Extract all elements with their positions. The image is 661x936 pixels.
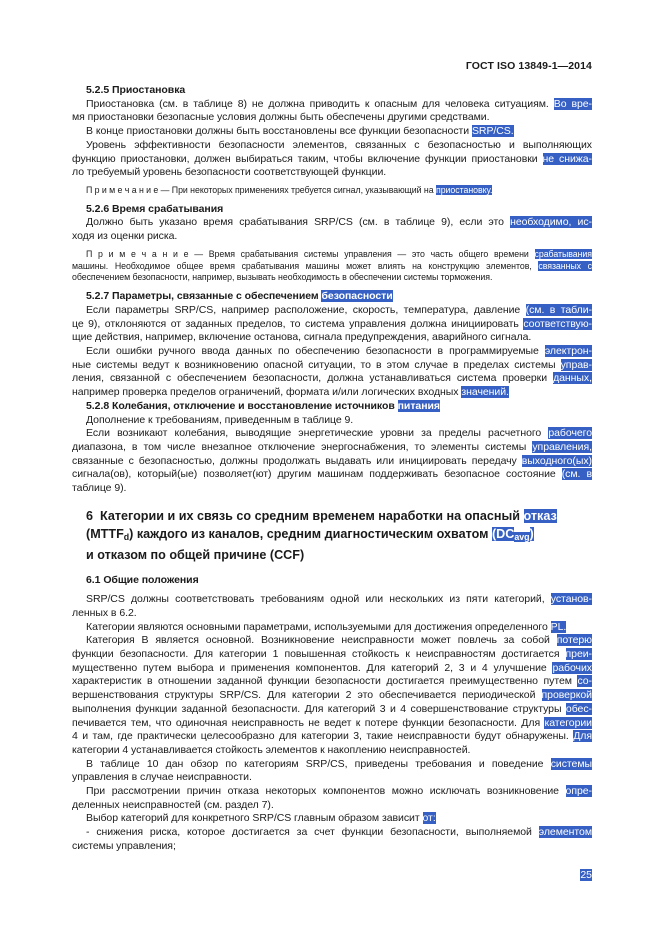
- text-line: [86, 546, 592, 564]
- text-run: сигнала(ов), который(ые) позволяет(ют) другим машинам поддерживать безопасное состояние: [72, 468, 562, 481]
- paragraph: [72, 345, 592, 400]
- paragraph: [72, 125, 592, 139]
- text-line: [72, 216, 592, 230]
- text-run: 5.2.8 Колебания, отключение и восстановление источников: [86, 399, 398, 412]
- text-run: например проверка пределов ограничений, формата и/или логических входных: [72, 386, 462, 399]
- highlighted-text: ): [529, 526, 534, 541]
- text-line: [72, 185, 592, 197]
- text-line: [72, 717, 592, 731]
- text-run: характеристик в отношении заданной функции безопасности достигается преимущественно путем: [72, 675, 578, 688]
- text-run: выполнения функции заданной безопасности. Для категорий 3 и 4 совершенствование структуры: [72, 702, 566, 715]
- text-line: [72, 98, 592, 112]
- highlighted-text: PL.: [550, 620, 567, 633]
- text-line: [72, 689, 592, 703]
- highlighted-text: от:: [422, 812, 436, 825]
- text-run: машины. Необходимое общее время срабатывания машины может влиять на конструкцию элементов,: [72, 260, 539, 271]
- highlighted-text: приостановку.: [435, 184, 493, 195]
- text-run: мя приостановки безопасные условия должны быть обеспечены другими средствами.: [72, 111, 490, 124]
- text-line: [72, 675, 592, 689]
- paragraph: [72, 139, 592, 180]
- highlighted-text: системы: [550, 757, 592, 770]
- highlighted-text: безопасности: [321, 290, 393, 303]
- text-run: связанные с безопасностью, должны продолжать выдавать или инициировать передачу: [72, 454, 522, 467]
- text-line: [72, 272, 592, 284]
- text-run: ) каждого из каналов, средним диагностическим охватом: [129, 526, 492, 541]
- paragraph: [72, 785, 592, 812]
- text-line: [72, 372, 592, 386]
- highlighted-text: со-: [577, 675, 592, 688]
- paragraph: [72, 758, 592, 785]
- text-line: [72, 648, 592, 662]
- text-line: [72, 799, 592, 813]
- text-run: П р и м е ч а н и е — Время срабатывания системы управления — это часть общего времени: [86, 248, 535, 259]
- text-run: Если ошибки ручного ввода данных по обеспечению безопасности в программируемые: [86, 345, 545, 358]
- text-line: [72, 386, 592, 400]
- text-run: 6 Категории и их связь со средним временем наработки на опасный: [86, 508, 524, 523]
- highlighted-text: Во вре-: [553, 97, 593, 110]
- text-run: ления, связанной с обеспечением безопасности, должна устанавливаться система проверки: [72, 372, 554, 385]
- text-line: [72, 730, 592, 744]
- paragraph: [72, 414, 592, 428]
- highlighted-text: рабочих: [552, 661, 592, 674]
- text-line: [72, 331, 592, 345]
- text-run: системы управления;: [72, 839, 176, 852]
- document-content: [72, 84, 592, 854]
- text-line: [86, 525, 592, 546]
- highlighted-text: (см. в: [561, 468, 592, 481]
- text-run: обеспечением безопасности, например, вызывать необходимость в обеспечении системы торможения.: [72, 272, 493, 283]
- heading-5-2-7: [72, 290, 592, 304]
- text-line: [72, 345, 592, 359]
- paragraph: [72, 826, 592, 853]
- paragraph: [72, 98, 592, 125]
- text-run: ходя из оценки риска.: [72, 230, 178, 243]
- highlighted-text: электрон-: [544, 345, 592, 358]
- text-run: Категория В является основной. Возникновение неисправности может повлечь за собой: [86, 634, 557, 647]
- text-run: вершенствования структуры SRP/CS. Для категории 2 это обеспечивается периодической: [72, 689, 542, 702]
- text-line: [72, 621, 592, 635]
- highlighted-text: не снижа-: [542, 152, 592, 165]
- heading-6: [72, 507, 592, 564]
- text-run: функцию приостановки, должен выбираться таким, чтобы включение функции приостановки: [72, 152, 543, 165]
- text-run: 6.1 Общие положения: [86, 573, 199, 586]
- highlighted-text: категории: [544, 716, 592, 729]
- text-run: диапазона, в том числе внезапное отключение энергоснабжения, то элементы системы: [72, 440, 533, 453]
- page-footer: [580, 869, 592, 881]
- highlighted-text: (см. в табли-: [525, 303, 592, 316]
- text-run: Приостановка (см. в таблице 8) не должна приводить к опасным для человека ситуациям.: [86, 97, 554, 110]
- note: [72, 185, 592, 197]
- highlighted-text: отказ: [523, 508, 557, 523]
- text-run: П р и м е ч а н и е — При некоторых применениях требуется сигнал, указывающий на: [86, 184, 436, 195]
- text-run: печивается тем, что одиночная неисправность не ведет к потере функции безопасности. Для: [72, 716, 545, 729]
- note: [72, 249, 592, 284]
- text-run: Должно быть указано время срабатывания SRP/CS (см. в таблице 9), если это: [86, 216, 511, 229]
- text-run: 5.2.6 Время срабатывания: [86, 202, 224, 215]
- paragraph: [72, 621, 592, 635]
- text-run: Уровень эффективности безопасности элементов, связанных с безопасностью и выполняющих: [86, 138, 592, 151]
- highlighted-text: опре-: [565, 785, 592, 798]
- paragraph: [72, 634, 592, 757]
- text-line: [72, 153, 592, 167]
- text-run: и отказом по общей причине (CCF): [86, 547, 305, 562]
- text-line: [72, 230, 592, 244]
- text-run: ло требуемый уровень безопасности соответствующей функции.: [72, 166, 387, 179]
- text-run: таблице 9).: [72, 482, 127, 495]
- text-line: [72, 427, 592, 441]
- text-line: [72, 758, 592, 772]
- text-line: [86, 574, 592, 588]
- text-run: це 9), отклоняются от заданных пределов, то система управления должна инициировать: [72, 317, 524, 330]
- text-line: [72, 111, 592, 125]
- text-run: ленных в 6.2.: [72, 606, 137, 619]
- text-line: [72, 826, 592, 840]
- text-line: [72, 771, 592, 785]
- text-line: [72, 304, 592, 318]
- highlighted-text: потерю: [556, 634, 592, 647]
- text-run: Дополнение к требованиям, приведенным в таблице 9.: [86, 413, 354, 426]
- highlighted-text: проверкой: [541, 689, 592, 702]
- heading-5-2-6: [72, 203, 592, 217]
- highlighted-text: SRP/CS.: [471, 125, 514, 138]
- text-line: [72, 455, 592, 469]
- text-line: [72, 812, 592, 826]
- heading-5-2-5: [72, 84, 592, 98]
- text-line: [72, 166, 592, 180]
- highlighted-text: питания: [397, 399, 440, 412]
- text-line: [72, 125, 592, 139]
- text-run: ные системы ведут к возникновению опасной ситуации, то в этом случае в пределах системы: [72, 358, 561, 371]
- text-line: [72, 744, 592, 758]
- text-run: категории 4 устанавливается стойкость элементов к накоплению неисправностей.: [72, 743, 471, 756]
- text-run: управления в случае неисправности.: [72, 771, 252, 784]
- text-line: [72, 318, 592, 332]
- highlighted-text: соответствую-: [523, 317, 592, 330]
- text-line: [72, 414, 592, 428]
- paragraph: [72, 427, 592, 496]
- text-run: Выбор категорий для конкретного SRP/CS главным образом зависит: [86, 812, 423, 825]
- highlighted-text: обес-: [565, 702, 592, 715]
- text-run: При рассмотрении причин отказа некоторых компонентов можно исключать возникновение: [86, 785, 566, 798]
- text-line: [72, 139, 592, 153]
- text-run: В таблице 10 дан обзор по категориям SRP/CS, приведены требования и поведение: [86, 757, 551, 770]
- text-line: [72, 662, 592, 676]
- highlighted-text: установ-: [550, 593, 592, 606]
- highlighted-text: значений.: [461, 386, 509, 399]
- highlighted-text: управления,: [532, 440, 592, 453]
- text-line: [72, 441, 592, 455]
- text-line: [86, 400, 592, 414]
- text-run: щие действия, например, включение останова, сигнала предупреждения, аварийного сигнала.: [72, 331, 532, 344]
- text-run: мущественно путем выбора и применения компонентов. Для категорий 2, 3 и 4 улучшение: [72, 661, 553, 674]
- highlighted-text: управ-: [560, 358, 592, 371]
- text-run: В конце приостановки должны быть восстановлены все функции безопасности: [86, 125, 472, 138]
- text-line: [72, 261, 592, 273]
- text-line: [72, 482, 592, 496]
- text-run: SRP/CS должны соответствовать требованиям одной или нескольких из пяти категорий,: [86, 593, 551, 606]
- text-run: Если параметры SRP/CS, например расположение, скорость, температура, давление: [86, 303, 526, 316]
- text-line: [72, 703, 592, 717]
- highlighted-text: данных,: [553, 372, 592, 385]
- highlighted-text: срабатывания: [534, 248, 592, 259]
- text-run: 5.2.7 Параметры, связанные с обеспечением: [86, 290, 322, 303]
- text-run: Категории являются основными параметрами, используемыми для достижения определенного: [86, 620, 551, 633]
- highlighted-text: преи-: [565, 648, 592, 661]
- text-line: [72, 468, 592, 482]
- heading-6-1: [72, 574, 592, 588]
- highlighted-text: элементом: [538, 826, 592, 839]
- highlighted-text: avg: [514, 531, 530, 542]
- text-run: функции безопасности. Для категории 1 повышенная стойкость к неисправностям достигается: [72, 648, 566, 661]
- text-line: [72, 359, 592, 373]
- text-line: [72, 840, 592, 854]
- paragraph: [72, 812, 592, 826]
- text-line: [86, 507, 592, 525]
- text-line: [86, 203, 592, 217]
- text-run: деленных неисправностей (см. раздел 7).: [72, 798, 274, 811]
- page-number: 25: [580, 869, 592, 881]
- heading-5-2-8: [72, 400, 592, 414]
- text-line: [72, 593, 592, 607]
- text-run: d: [123, 531, 130, 542]
- text-run: 4 и там, где практически целесообразно для категории 3, такие неисправности будут обнаружены.: [72, 730, 574, 743]
- text-line: [72, 249, 592, 261]
- document-header: ГОСТ ISO 13849-1—2014: [465, 60, 592, 72]
- text-run: (MTTF: [86, 526, 124, 541]
- paragraph: [72, 304, 592, 345]
- paragraph: [72, 593, 592, 620]
- text-line: [72, 607, 592, 621]
- highlighted-text: рабочего: [548, 427, 592, 440]
- text-run: Если возникают колебания, выводящие энергетические уровни за пределы расчетного: [86, 427, 549, 440]
- text-run: 5.2.5 Приостановка: [86, 84, 186, 96]
- highlighted-text: (DC: [491, 526, 515, 541]
- highlighted-text: необходимо, ис-: [510, 216, 592, 229]
- text-line: [86, 84, 592, 98]
- text-line: [72, 634, 592, 648]
- paragraph: [72, 216, 592, 243]
- text-line: [72, 785, 592, 799]
- text-run: - снижения риска, которое достигается за счет функции безопасности, выполняемой: [86, 826, 539, 839]
- highlighted-text: связанных с: [538, 260, 592, 271]
- highlighted-text: Для: [573, 730, 592, 743]
- text-line: [86, 290, 592, 304]
- highlighted-text: выходного(ых): [521, 454, 592, 467]
